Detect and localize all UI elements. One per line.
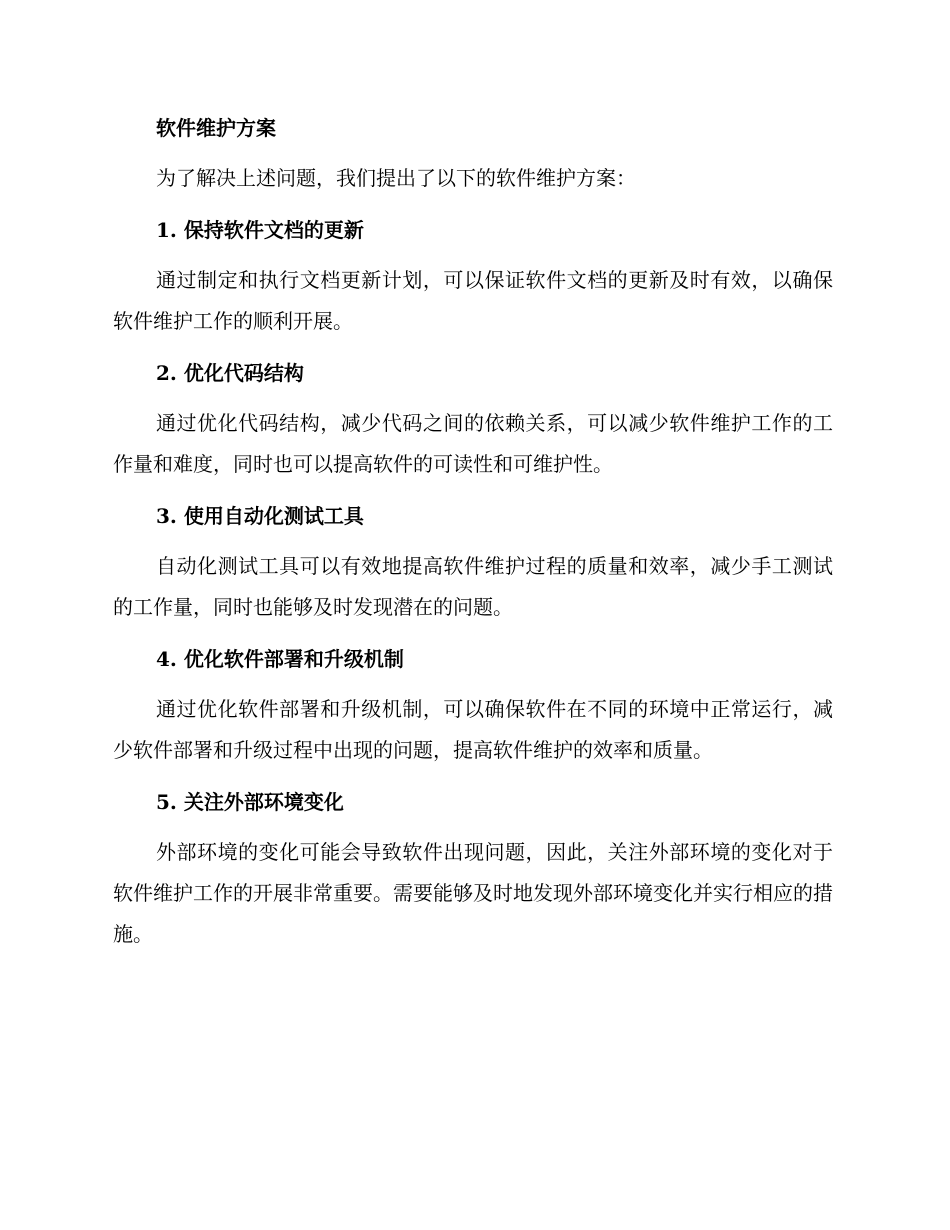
section-4-heading: 4. 优化软件部署和升级机制 xyxy=(156,647,404,671)
section-3-body: 自动化测试工具可以有效地提高软件维护过程的质量和效率，减少手工测试的工作量，同时也能够及时发现潜在的问题。 xyxy=(113,554,833,619)
intro-paragraph: 为了解决上述问题，我们提出了以下的软件维护方案： xyxy=(156,166,636,190)
document-title: 软件维护方案 xyxy=(156,116,276,140)
section-5-heading: 5. 关注外部环境变化 xyxy=(156,790,344,814)
section-1-heading: 1. 保持软件文档的更新 xyxy=(156,218,364,242)
section-2-body: 通过优化代码结构，减少代码之间的依赖关系，可以减少软件维护工作的工作量和难度，同时也可以提高软件的可读性和可维护性。 xyxy=(113,411,833,476)
section-3-heading: 3. 使用自动化测试工具 xyxy=(156,504,364,528)
section-2-heading: 2. 优化代码结构 xyxy=(156,361,304,385)
section-1-body: 通过制定和执行文档更新计划，可以保证软件文档的更新及时有效，以确保软件维护工作的顺利开展。 xyxy=(113,268,833,333)
section-4-body: 通过优化软件部署和升级机制，可以确保软件在不同的环境中正常运行，减少软件部署和升级过程中出现的问题，提高软件维护的效率和质量。 xyxy=(113,697,833,762)
document-page xyxy=(113,108,833,966)
section-5-body: 外部环境的变化可能会导致软件出现问题，因此，关注外部环境的变化对于软件维护工作的开展非常重要。需要能够及时地发现外部环境变化并实行相应的措施。 xyxy=(113,840,833,946)
